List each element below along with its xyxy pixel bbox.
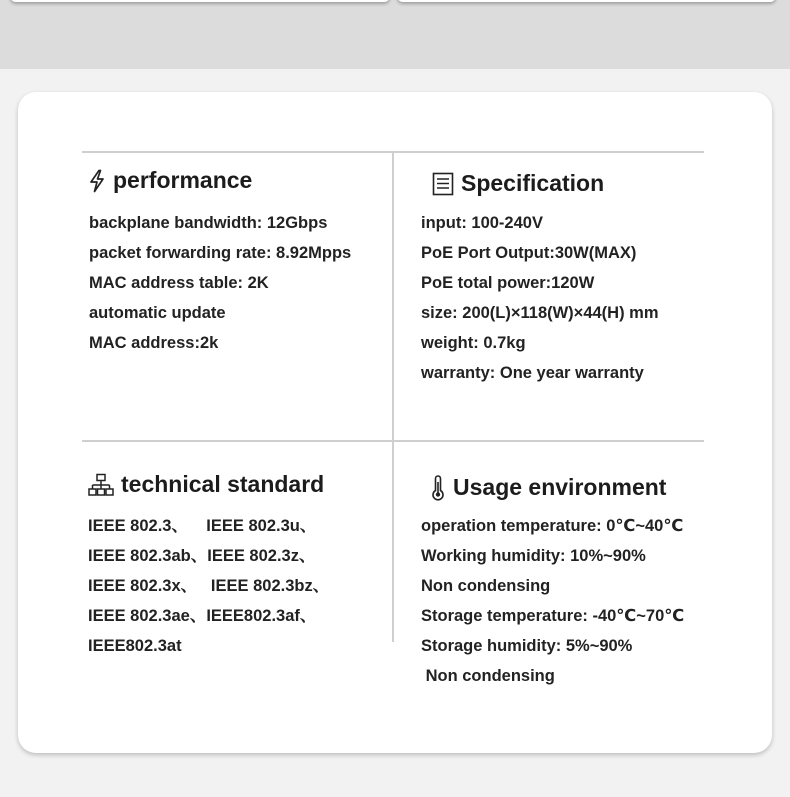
usage-environment-title: Usage environment xyxy=(453,474,667,500)
specification-title: Specification xyxy=(461,170,605,196)
list-item: operation temperature: 0℃~40℃ xyxy=(421,517,684,535)
list-item: automatic update xyxy=(89,304,226,322)
list-item: MAC address:2k xyxy=(89,334,219,352)
specification-heading xyxy=(432,170,604,197)
technical-standard-heading xyxy=(88,471,324,498)
list-item: MAC address table: 2K xyxy=(89,274,269,292)
grid-line-vertical xyxy=(392,151,394,642)
technical-standard-list xyxy=(88,511,329,661)
list-item: Non condensing xyxy=(421,667,555,685)
performance-list xyxy=(89,208,351,358)
lightning-icon xyxy=(88,169,106,193)
list-item: size: 200(L)×118(W)×44(H) mm xyxy=(421,304,659,322)
performance-title: performance xyxy=(113,167,253,193)
technical-standard-title: technical standard xyxy=(121,471,325,497)
thermometer-icon xyxy=(430,475,446,501)
list-item: IEEE 802.3ab、IEEE 802.3z、 xyxy=(88,547,316,565)
list-item: Storage temperature: -40℃~70℃ xyxy=(421,607,685,625)
specification-list xyxy=(421,208,659,388)
list-item: IEEE 802.3ae、IEEE802.3af、 xyxy=(88,607,317,625)
list-item: IEEE802.3at xyxy=(88,637,182,655)
usage-environment-list xyxy=(421,511,684,691)
usage-environment-heading xyxy=(430,474,666,501)
network-icon xyxy=(88,473,114,497)
list-item: PoE total power:120W xyxy=(421,274,595,292)
performance-heading xyxy=(88,167,252,194)
list-item: packet forwarding rate: 8.92Mpps xyxy=(89,244,352,262)
list-item: PoE Port Output:30W(MAX) xyxy=(421,244,637,262)
list-item: Storage humidity: 5%~90% xyxy=(421,637,633,655)
top-band xyxy=(0,0,790,69)
list-item: input: 100-240V xyxy=(421,214,543,232)
previous-card-right xyxy=(397,0,776,2)
list-item: IEEE 802.3、 IEEE 802.3u、 xyxy=(88,517,317,535)
previous-card-left xyxy=(10,0,390,2)
list-item: weight: 0.7kg xyxy=(421,334,526,352)
list-item: Working humidity: 10%~90% xyxy=(421,547,646,565)
list-item: IEEE 802.3x、 IEEE 802.3bz、 xyxy=(88,577,330,595)
document-icon xyxy=(432,172,454,196)
list-item: backplane bandwidth: 12Gbps xyxy=(89,214,328,232)
list-item: warranty: One year warranty xyxy=(421,364,644,382)
list-item: Non condensing xyxy=(421,577,551,595)
